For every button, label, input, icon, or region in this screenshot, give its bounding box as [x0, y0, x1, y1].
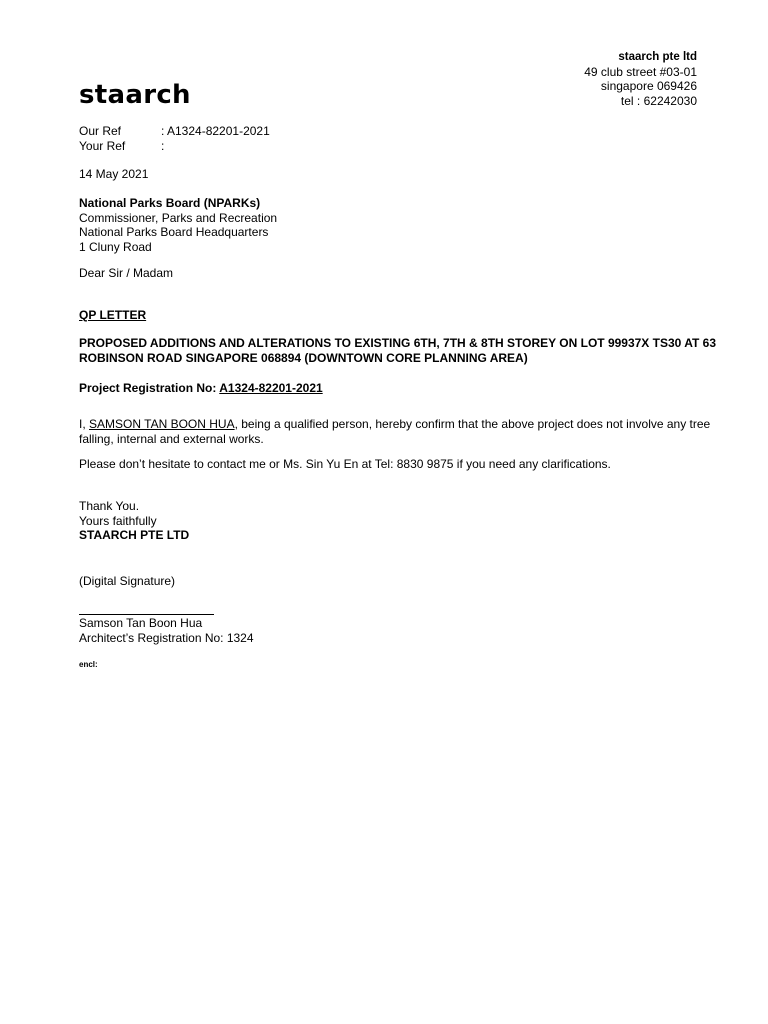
para1-rest: , being a qualified person, hereby confirm that the above project does not involve any tree falling, internal and external works. — [79, 417, 711, 446]
your-ref-row — [79, 139, 270, 154]
signing-firm: STAARCH PTE LTD — [79, 528, 190, 542]
our-ref-label: Our Ref — [79, 124, 122, 138]
signer-name: Samson Tan Boon Hua — [79, 616, 203, 630]
our-ref-value: : A1324-82201-2021 — [161, 124, 270, 138]
qualified-person-name: SAMSON TAN BOON HUA — [89, 417, 235, 431]
addressee-organisation: National Parks Board (NPARKs) — [79, 196, 261, 210]
para1-prefix: I, — [79, 417, 90, 431]
signer-block — [79, 616, 254, 645]
addressee-block — [79, 196, 277, 254]
confirmation-paragraph — [79, 417, 719, 446]
subject-label: QP LETTER — [79, 308, 147, 322]
signer-registration: Architect’s Registration No: 1324 — [79, 630, 254, 645]
closing-block — [79, 499, 189, 543]
address-line-1: 49 club street #03-01 — [584, 64, 697, 79]
signature-line — [79, 614, 214, 615]
letterhead-address — [584, 50, 697, 108]
telephone: tel : 62242030 — [620, 93, 697, 108]
your-ref-value: : — [161, 138, 165, 153]
project-registration-label: Project Registration No: — [79, 381, 220, 395]
thanks-line: Thank You. — [79, 499, 140, 513]
our-ref-row — [79, 124, 270, 139]
contact-paragraph: Please don’t hesitate to contact me or Ms. Sin Yu En at Tel: 8830 9875 if you need any clarifications. — [79, 457, 611, 471]
addressee-line-2: National Parks Board Headquarters — [79, 225, 269, 239]
reference-block — [79, 124, 270, 153]
company-name: staarch pte ltd — [618, 51, 697, 63]
project-registration — [79, 381, 323, 395]
digital-signature-note: (Digital Signature) — [79, 574, 176, 588]
salutation: Dear Sir / Madam — [79, 266, 174, 280]
company-logo: staarch — [79, 80, 191, 110]
subject-heading: PROPOSED ADDITIONS AND ALTERATIONS TO EXISTING 6TH, 7TH & 8TH STOREY ON LOT 99937X TS30 AT 63 ROBINSON ROAD SINGAPORE 068894 (DOWNTOWN CORE PLANNING AREA) — [79, 336, 717, 365]
letter-date: 14 May 2021 — [79, 167, 149, 181]
yours-faithfully: Yours faithfully — [79, 513, 157, 528]
address-line-2: singapore 069426 — [600, 79, 697, 93]
addressee-line-1: Commissioner, Parks and Recreation — [79, 210, 278, 225]
addressee-line-3: 1 Cluny Road — [79, 239, 152, 254]
enclosure-label: encl: — [79, 660, 98, 669]
your-ref-label: Your Ref — [79, 138, 126, 153]
project-registration-number: A1324-82201-2021 — [219, 381, 323, 395]
